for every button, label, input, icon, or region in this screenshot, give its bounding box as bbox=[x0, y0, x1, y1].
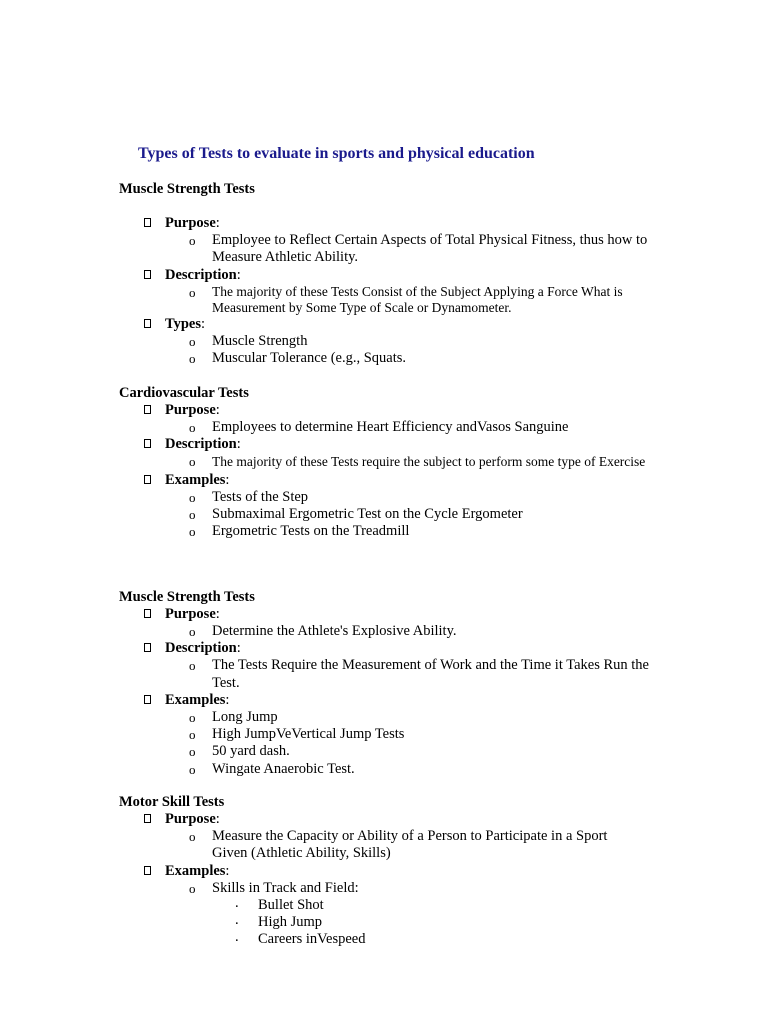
circle-bullet-icon: o bbox=[189, 658, 196, 674]
list-item-purpose bbox=[119, 811, 679, 863]
list-item bbox=[119, 232, 667, 267]
square-bullet-icon bbox=[144, 405, 151, 414]
list-item-purpose bbox=[119, 402, 679, 436]
list-item bbox=[119, 350, 679, 367]
item-text: Muscular Tolerance (e.g., Squats. bbox=[212, 349, 407, 366]
square-bullet-icon bbox=[144, 319, 151, 328]
section-list bbox=[119, 402, 679, 540]
dot-bullet-icon: . bbox=[235, 911, 239, 928]
circle-bullet-icon: o bbox=[189, 880, 196, 896]
item-label: Examples bbox=[165, 691, 226, 708]
document-title: Types of Tests to evaluate in sports and physical education bbox=[138, 145, 535, 162]
list-item bbox=[119, 284, 667, 316]
label-suffix: : bbox=[225, 691, 230, 708]
item-text: Submaximal Ergometric Test on the Cycle Ergometer bbox=[212, 505, 523, 522]
list-item-examples bbox=[119, 472, 679, 541]
item-text: High Jump bbox=[258, 913, 323, 930]
sub-list-item bbox=[119, 928, 679, 948]
section-muscle-strength-1 bbox=[119, 181, 679, 367]
circle-bullet-icon: o bbox=[189, 761, 196, 777]
dot-bullet-icon: . bbox=[235, 928, 239, 945]
item-text: Muscle Strength bbox=[212, 332, 308, 349]
square-bullet-icon bbox=[144, 475, 151, 484]
item-text: Employees to determine Heart Efficiency andVasos Sanguine bbox=[212, 419, 569, 435]
list-item bbox=[119, 453, 667, 471]
list-item-description bbox=[119, 640, 679, 692]
circle-bullet-icon: o bbox=[189, 233, 196, 248]
item-text: The Tests Require the Measurement of Work and the Time it Takes Run the Test. bbox=[212, 657, 649, 691]
item-text: Ergometric Tests on the Treadmill bbox=[212, 523, 410, 540]
item-label: Purpose bbox=[165, 215, 216, 231]
item-text: The majority of these Tests Consist of the Subject Applying a Force What is Measurement by Some Type of Scale or Dynamometer. bbox=[212, 283, 623, 315]
label-suffix: : bbox=[225, 471, 230, 488]
item-label: Examples bbox=[165, 862, 226, 879]
item-label: Types bbox=[165, 315, 201, 332]
square-bullet-icon bbox=[144, 609, 151, 618]
list-item bbox=[119, 489, 679, 506]
list-item bbox=[119, 726, 679, 743]
circle-bullet-icon: o bbox=[189, 727, 196, 743]
section-cardiovascular bbox=[119, 385, 679, 540]
item-label: Examples bbox=[165, 471, 226, 488]
list-item-examples bbox=[119, 863, 679, 948]
item-label: Description bbox=[165, 640, 237, 657]
list-item bbox=[119, 506, 679, 523]
square-bullet-icon bbox=[144, 695, 151, 704]
item-text: Careers inVespeed bbox=[258, 930, 366, 947]
square-bullet-icon bbox=[144, 866, 151, 875]
square-bullet-icon bbox=[144, 643, 151, 652]
list-item bbox=[119, 657, 667, 692]
list-item-purpose bbox=[119, 215, 679, 267]
circle-bullet-icon: o bbox=[189, 284, 196, 300]
label-suffix: : bbox=[236, 436, 241, 453]
section-title: Motor Skill Tests bbox=[119, 794, 225, 810]
label-suffix: : bbox=[236, 640, 241, 657]
circle-bullet-icon: o bbox=[189, 744, 196, 760]
list-item-description bbox=[119, 436, 679, 471]
list-item-purpose bbox=[119, 606, 679, 640]
circle-bullet-icon: o bbox=[189, 420, 196, 435]
section-title: Muscle Strength Tests bbox=[119, 181, 255, 197]
list-item bbox=[119, 743, 679, 760]
label-suffix: : bbox=[236, 266, 241, 283]
item-label: Purpose bbox=[165, 402, 216, 418]
section-motor-skill bbox=[119, 794, 679, 948]
square-bullet-icon bbox=[144, 814, 151, 823]
section-list bbox=[119, 811, 679, 948]
square-bullet-icon bbox=[144, 218, 151, 227]
item-text: Bullet Shot bbox=[258, 896, 324, 913]
circle-bullet-icon: o bbox=[189, 333, 196, 349]
circle-bullet-icon: o bbox=[189, 489, 196, 505]
dot-bullet-icon: . bbox=[235, 894, 239, 911]
sub-list-item bbox=[119, 894, 679, 914]
item-label: Description bbox=[165, 436, 237, 453]
list-item-examples bbox=[119, 692, 679, 778]
item-text: Tests of the Step bbox=[212, 488, 309, 505]
item-text: Long Jump bbox=[212, 708, 278, 725]
section-list bbox=[119, 215, 679, 367]
section-title: Muscle Strength Tests bbox=[119, 589, 255, 605]
item-label: Purpose bbox=[165, 606, 216, 622]
list-item bbox=[119, 761, 679, 778]
item-text: 50 yard dash. bbox=[212, 743, 290, 760]
item-label: Description bbox=[165, 266, 237, 283]
item-text: Skills in Track and Field: bbox=[212, 879, 359, 896]
list-item bbox=[119, 333, 679, 350]
label-suffix: : bbox=[215, 215, 220, 231]
label-suffix: : bbox=[215, 606, 220, 622]
list-item bbox=[119, 828, 639, 863]
item-text: High JumpVeVertical Jump Tests bbox=[212, 726, 405, 743]
circle-bullet-icon: o bbox=[189, 350, 196, 366]
circle-bullet-icon: o bbox=[189, 506, 196, 522]
circle-bullet-icon: o bbox=[189, 454, 196, 470]
square-bullet-icon bbox=[144, 270, 151, 279]
section-title: Cardiovascular Tests bbox=[119, 385, 249, 401]
item-text: Measure the Capacity or Ability of a Person to Participate in a Sport Given (Athletic Ability, Skills) bbox=[212, 828, 608, 862]
list-item bbox=[119, 523, 679, 540]
circle-bullet-icon: o bbox=[189, 524, 196, 540]
label-suffix: : bbox=[215, 402, 220, 418]
circle-bullet-icon: o bbox=[189, 709, 196, 725]
list-item-types bbox=[119, 316, 679, 368]
item-text: Determine the Athlete's Explosive Ability. bbox=[212, 623, 457, 639]
circle-bullet-icon: o bbox=[189, 829, 196, 844]
list-item-description bbox=[119, 267, 679, 316]
section-list bbox=[119, 606, 679, 778]
square-bullet-icon bbox=[144, 439, 151, 448]
label-suffix: : bbox=[201, 315, 206, 332]
list-item bbox=[119, 709, 679, 726]
sub-list-item bbox=[119, 911, 679, 931]
label-suffix: : bbox=[225, 862, 230, 879]
label-suffix: : bbox=[215, 811, 220, 827]
item-label: Purpose bbox=[165, 811, 216, 827]
item-text: The majority of these Tests require the subject to perform some type of Exercise bbox=[212, 454, 646, 470]
list-item bbox=[119, 623, 679, 640]
item-text: Wingate Anaerobic Test. bbox=[212, 760, 355, 777]
item-text: Employee to Reflect Certain Aspects of Total Physical Fitness, thus how to Measure Athletic Ability. bbox=[212, 232, 648, 266]
section-muscle-strength-2 bbox=[119, 589, 679, 778]
circle-bullet-icon: o bbox=[189, 624, 196, 639]
list-item bbox=[119, 419, 576, 436]
list-item bbox=[119, 880, 679, 948]
